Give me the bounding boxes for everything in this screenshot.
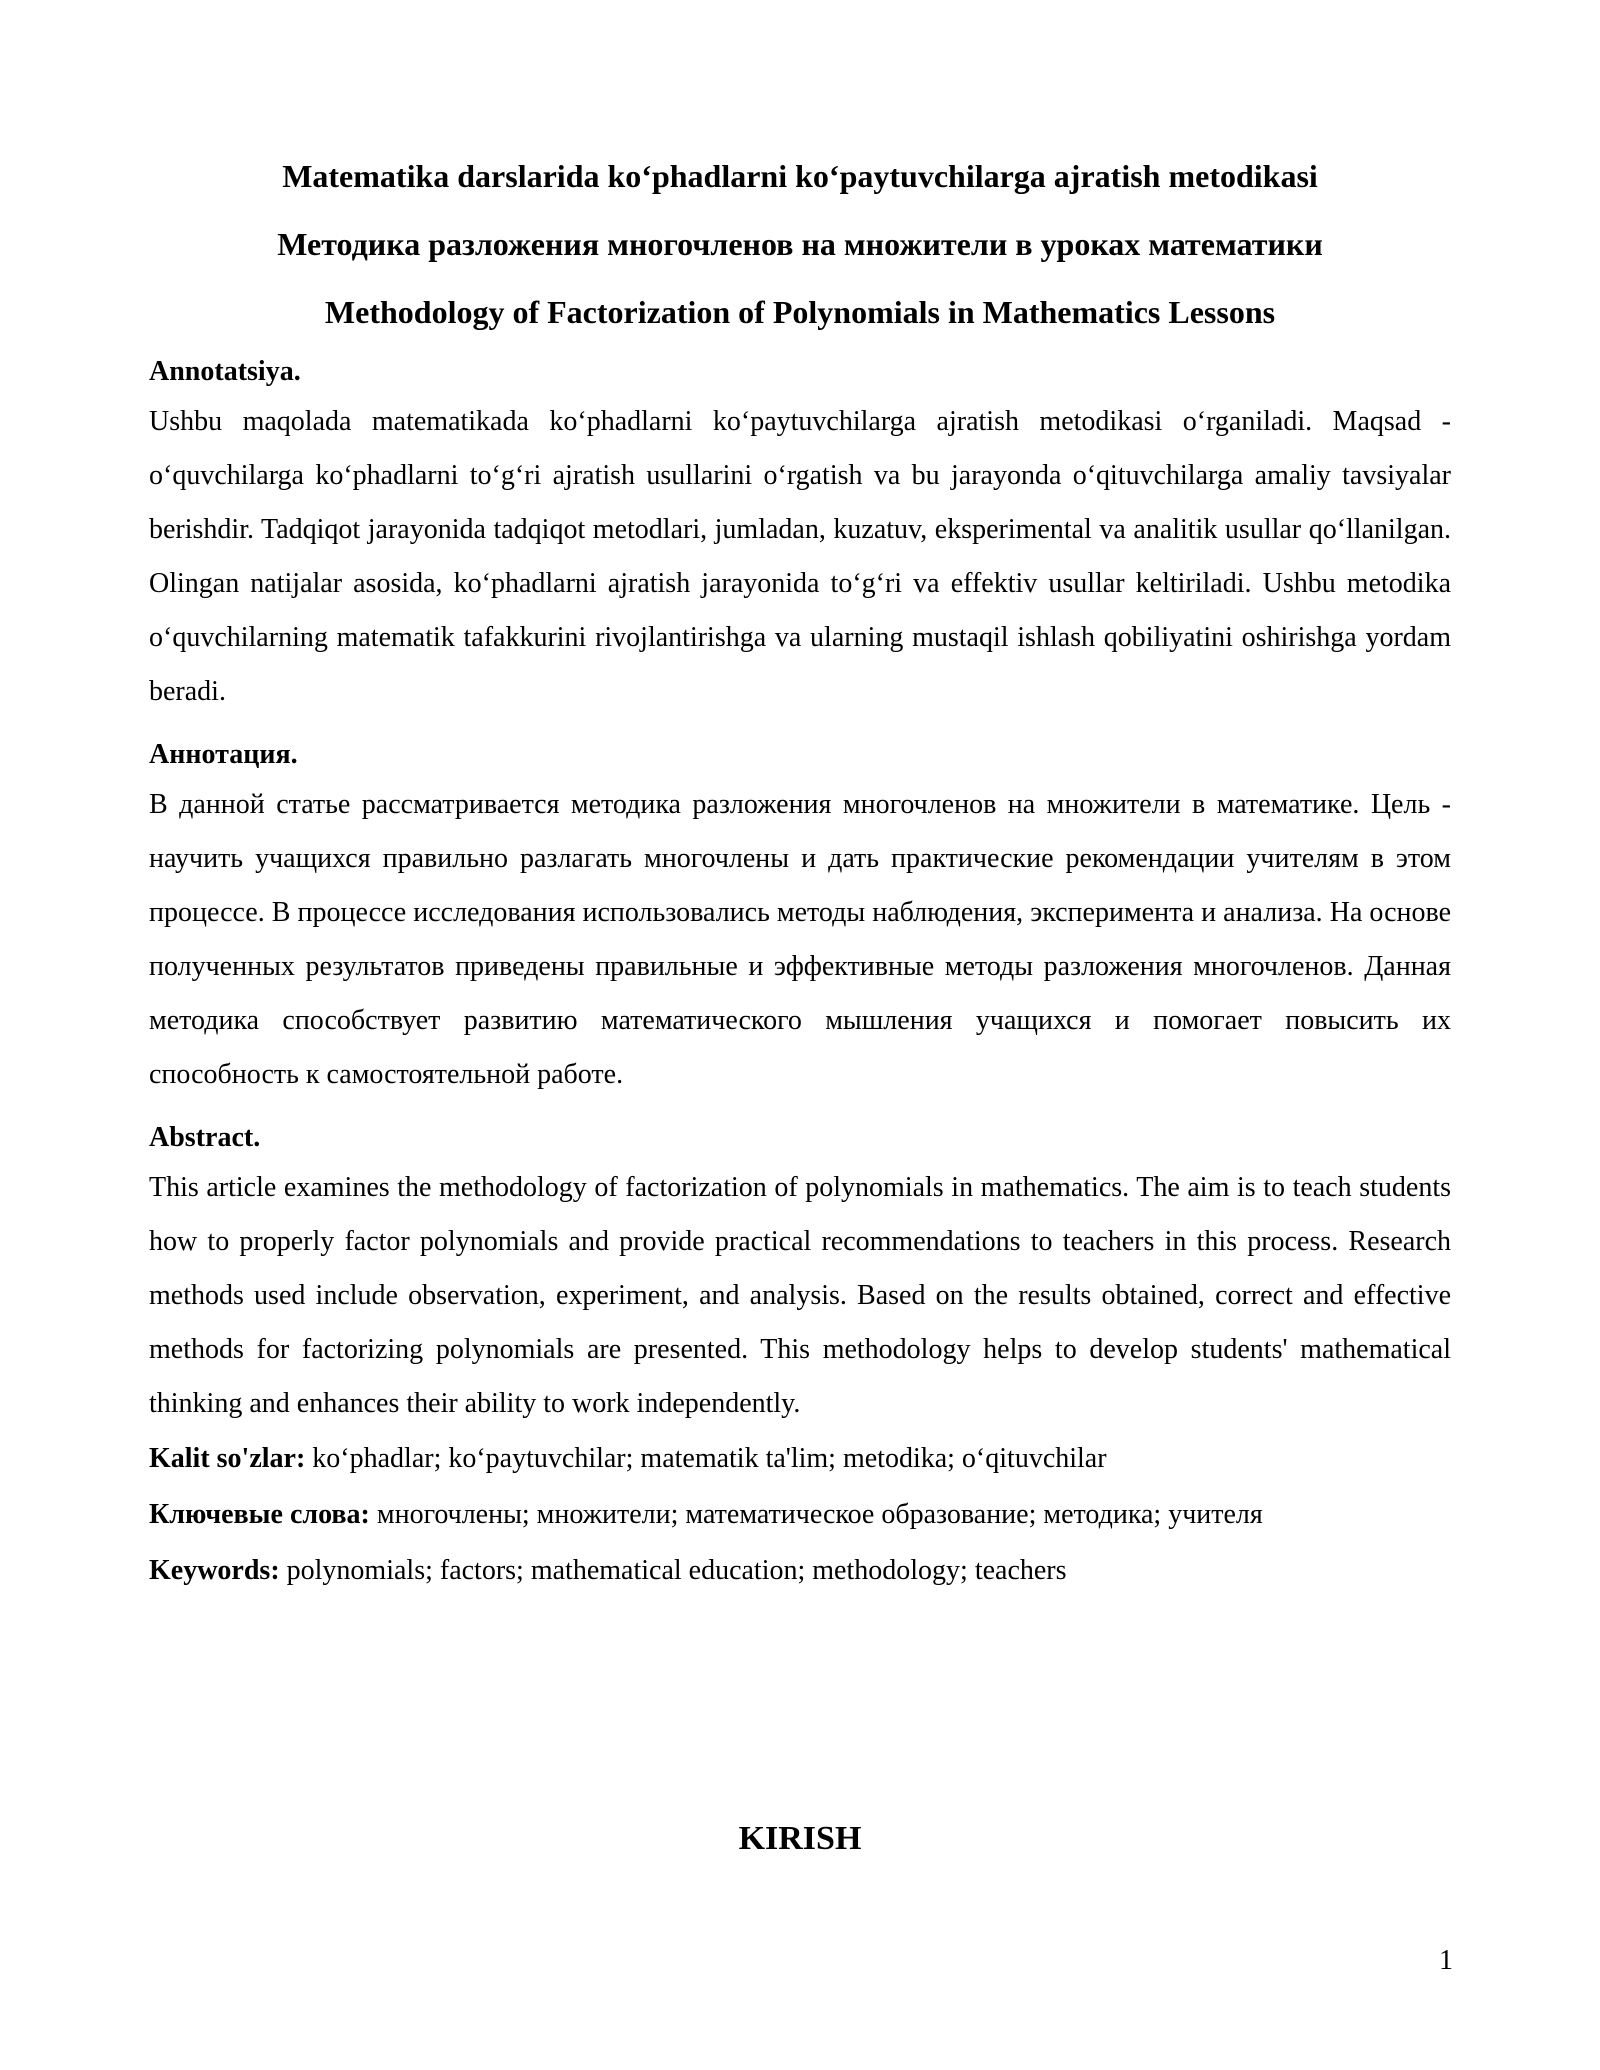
title-uz: Matematika darslarida ko‘phadlarni ko‘paytuvchilarga ajratish metodikasi [282,158,1318,194]
title-ru: Методика разложения многочленов на множители в уроках математики [277,226,1323,262]
keywords-uz [149,1431,1451,1487]
abstract-en-text: This article examines the methodology of factorization of polynomials in mathematics. The aim is to teach students how to properly factor polynomials and provide practical recommendations to teachers in this process. Research methods used include observation, experiment, and analysis. Based on the results obtained, correct and effective methods for factorizing polynomials are presented. This methodology helps to develop students' mathematical thinking and enhances their ability to work independently. [149,1172,1451,1419]
keywords-ru [149,1487,1451,1543]
keywords-uz-label: Kalit so'zlar: [149,1443,306,1474]
keywords-en-text: polynomials; factors; mathematical education; methodology; teachers [279,1555,1067,1586]
keywords-en-label: Keywords: [149,1555,280,1586]
keywords-ru-text: многочлены; множители; математическое образование; методика; учителя [369,1499,1263,1530]
page-number: 1 [1439,1945,1453,1976]
title-en: Methodology of Factorization of Polynomials in Mathematics Lessons [324,294,1276,330]
annotation-uz-heading: Annotatsiya. [149,356,301,387]
keywords-ru-label: Ключевые слова: [149,1499,370,1530]
abstract-en-heading: Abstract. [149,1122,261,1153]
section-heading-kirish: KIRISH [738,1820,862,1857]
annotation-ru-heading: Аннотация. [149,739,298,770]
page-content [149,142,1451,1599]
annotation-ru-text: В данной статье рассматривается методика разложения многочленов на множители в математике. Цель - научить учащихся правильно разлагать многочлены и дать практические рекомендации учителям в этом процессе. В процессе исследования использовались методы наблюдения, эксперимента и анализа. На основе полученных результатов приведены правильные и эффективные методы разложения многочленов. Данная методика способствует развитию математического мышления учащихся и помогает повысить их способность к самостоятельной работе. [149,789,1451,1090]
keywords-uz-text: ko‘phadlar; ko‘paytuvchilar; matematik ta'lim; metodika; o‘qituvchilar [305,1443,1107,1474]
annotation-uz-text: Ushbu maqolada matematikada ko‘phadlarni ko‘paytuvchilarga ajratish metodikasi o‘rganiladi. Maqsad - o‘quvchilarga ko‘phadlarni to‘g‘ri ajratish usullarini o‘rgatish va bu jarayonda o‘qituvchilarga amaliy tavsiyalar berishdir. Tadqiqot jarayonida tadqiqot metodlari, jumladan, kuzatuv, eksperimental va analitik usullar qo‘llanilgan. Olingan natijalar asosida, ko‘phadlarni ajratish jarayonida to‘g‘ri va effektiv usullar keltiriladi. Ushbu metodika o‘quvchilarning matematik tafakkurini rivojlantirishga va ularning mustaqil ishlash qobiliyatini oshirishga yordam beradi. [149,406,1451,707]
keywords-en [149,1543,1451,1599]
